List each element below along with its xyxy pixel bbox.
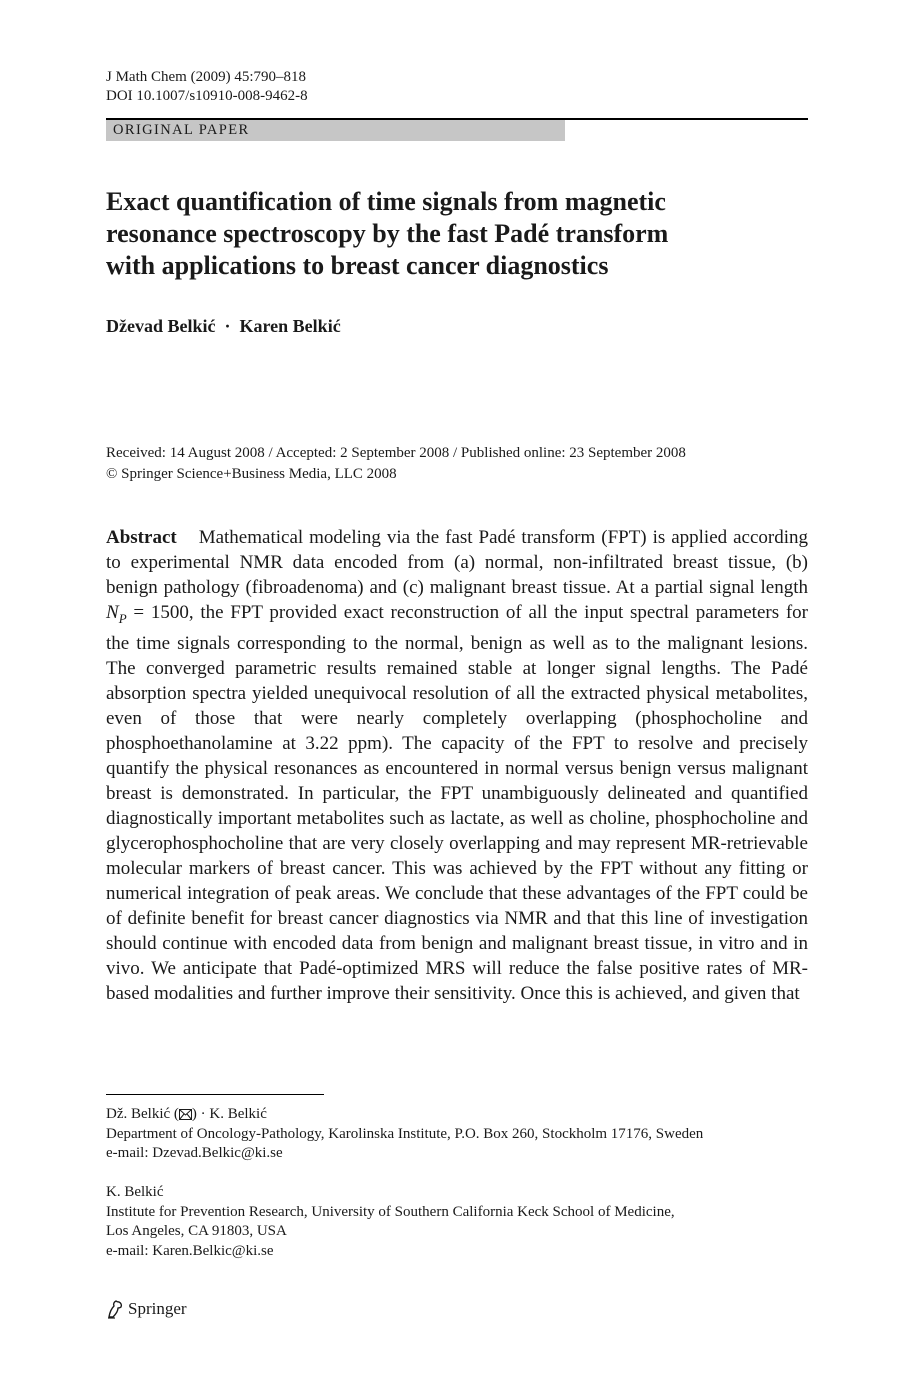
section-label: ORIGINAL PAPER	[106, 120, 565, 141]
paper-title	[106, 186, 806, 282]
institute: Institute for Prevention Research, University of Southern California Keck School of Medicine,	[106, 1203, 675, 1220]
np-value: = 1500	[126, 602, 189, 623]
abstract-text-part: , the FPT provided exact reconstruction of all the input spectral parameters for the time signals corresponding to the normal, benign as well as to the malignant lesions. The converged parametric results remained stable at longer signal lengths. The Padé absorption spectra yielded unequivocal resolution of all the extracted physical metabolites, even of those that were nearly completely overlapping (phosphocholine and phosphoethanolamine at 3.22 ppm). The capacity of the FPT to resolve and precisely quantify the physical resonances as encountered in normal versus benign versus malignant breast is demonstrated. In particular, the FPT unambiguously delineated and quantified diagnostically important metabolites such as lactate, as well as choline, phosphocholine and glycerophosphocholine that are very closely overlapping and may represent MR-retrievable molecular markers of breast cancer. This was achieved by the FPT without any fitting or numerical integration of peak areas. We conclude that these advantages of the FPT could be of definite benefit for breast cancer diagnostics via NMR and that this line of investigation should continue with encoded data from benign and malignant breast tissue, in vitro and in vivo. We anticipate that Padé-optimized MRS will reduce the false positive rates of MR-based modalities and further improve their sensitivity. Once this is achieved, and given that	[106, 602, 809, 1004]
author-list	[106, 316, 341, 337]
author-abbrev: Dž. Belkić (	[106, 1106, 179, 1122]
publication-dates	[106, 443, 686, 485]
affiliation-block	[106, 1183, 675, 1261]
envelope-icon	[179, 1109, 192, 1120]
abstract-heading: Abstract	[106, 527, 177, 548]
department: Department of Oncology-Pathology, Karolinska Institute, P.O. Box 260, Stockholm 17176, Sweden	[106, 1125, 704, 1142]
author-name: Karen Belkić	[239, 316, 341, 336]
publisher-logo	[106, 1299, 187, 1319]
footnote-rule	[106, 1094, 324, 1095]
corresponding-authors	[106, 1105, 703, 1125]
copyright-line: © Springer Science+Business Media, LLC 2008	[106, 466, 397, 482]
abstract-text-part: Mathematical modeling via the fast Padé transform (FPT) is applied according to experimental NMR data encoded from (a) normal, non-infiltrated breast tissue, (b) benign pathology (fibroadenoma) and (c) malignant breast tissue. At a partial signal length	[106, 527, 808, 598]
author-separator: ·	[224, 316, 231, 336]
email[interactable]: e-mail: Dzevad.Belkic@ki.se	[106, 1145, 283, 1161]
np-symbol: N	[106, 602, 119, 623]
springer-horse-icon	[106, 1299, 124, 1319]
publisher-name: Springer	[128, 1299, 187, 1318]
title-line: resonance spectroscopy by the fast Padé transform	[106, 219, 669, 248]
received-accepted-published: Received: 14 August 2008 / Accepted: 2 September 2008 / Published online: 23 September 2008	[106, 445, 686, 461]
journal-citation: J Math Chem (2009) 45:790–818	[106, 69, 306, 85]
city: Los Angeles, CA 91803, USA	[106, 1223, 287, 1239]
author-abbrev: ) · K. Belkić	[191, 1106, 267, 1122]
title-line: with applications to breast cancer diagnostics	[106, 251, 609, 280]
np-subscript: P	[118, 610, 127, 626]
abstract	[106, 525, 808, 1006]
author-name: Dževad Belkić	[106, 316, 216, 336]
affiliation-block	[106, 1105, 703, 1164]
author-abbrev: K. Belkić	[106, 1184, 164, 1200]
email[interactable]: e-mail: Karen.Belkic@ki.se	[106, 1242, 274, 1259]
journal-doi[interactable]: DOI 10.1007/s10910-008-9462-8	[106, 88, 308, 104]
journal-header	[106, 68, 308, 106]
title-line: Exact quantification of time signals from magnetic	[106, 187, 666, 216]
